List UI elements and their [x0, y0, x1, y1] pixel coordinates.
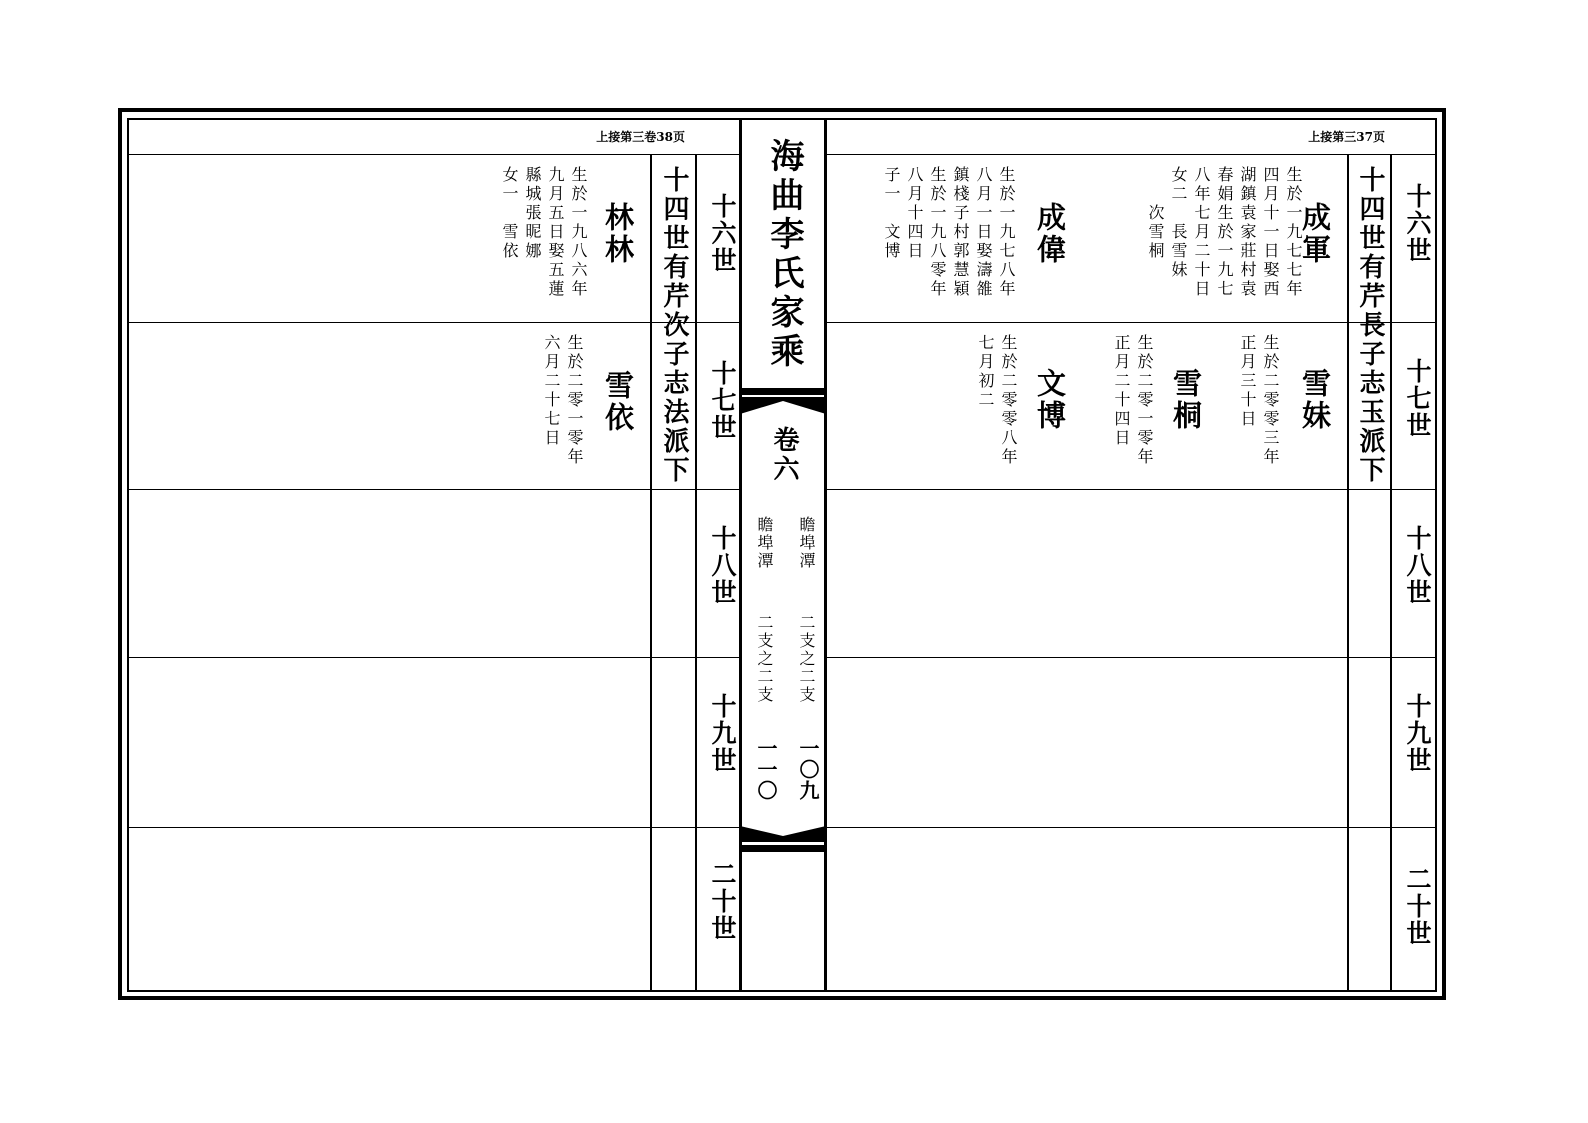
person-bio: 生於二零一零年 六月二十七日 [542, 334, 584, 467]
row-divider [128, 657, 740, 658]
generation-label-right: 十九世 [1403, 693, 1432, 774]
generation-label-right: 二十世 [1403, 866, 1432, 947]
generation-label-right: 十八世 [1403, 525, 1432, 606]
person-bio: 生於一九七八年 八月一日娶濤雒 鎮棧子村郭慧穎 生於一九八零年 八月十四日 子一 文博 [882, 166, 1016, 299]
spine-left-page: 一一〇 [754, 738, 778, 801]
person-bio: 生於一九八六年 九月五日娶五蓮 縣城張昵娜 女一 雪依 [500, 166, 588, 299]
column-divider [650, 155, 652, 992]
person-name: 林林 [601, 202, 635, 266]
spine-border-right [824, 118, 827, 992]
spine-left-place: 瞻埠潭 [755, 516, 774, 570]
header-divider-left [128, 154, 740, 155]
generation-label-right: 十六世 [1403, 183, 1432, 264]
row-divider [826, 657, 1436, 658]
person-bio: 生於二零零八年 七月初二 [976, 334, 1018, 467]
row-divider [128, 322, 740, 323]
person-bio: 生於二零一零年 正月二十四日 [1112, 334, 1154, 467]
spine-left-branch: 二支之二支 [755, 614, 774, 704]
left-header-ref: 上接第三卷38页 [596, 130, 685, 144]
right-header-ref: 上接第三37页 [1308, 130, 1385, 144]
generation-label-left: 十六世 [708, 193, 737, 274]
generation-label-left: 十九世 [708, 693, 737, 774]
row-divider [826, 489, 1436, 490]
spine-ornament-bottom [740, 818, 826, 852]
column-divider [1390, 155, 1392, 992]
right-branch-label: 十四世有芹長子志玉派下 [1355, 166, 1385, 485]
person-name: 雪桐 [1169, 368, 1203, 432]
person-bio: 生於一九七七年 四月十一日娶西 湖鎮袁家莊村袁 春娟生於一九七 八年七月二十日 女二 長雪妹 次雪桐 [1146, 166, 1303, 299]
column-divider [695, 155, 697, 992]
volume-label: 卷六 [769, 426, 799, 484]
person-name: 成軍 [1298, 202, 1332, 266]
spine-ornament-top [740, 388, 826, 422]
person-name: 雪依 [601, 370, 635, 434]
genealogy-title: 海曲李氏家乘 [764, 138, 804, 372]
generation-label-left: 十七世 [708, 360, 737, 441]
generation-label-left: 十八世 [708, 525, 737, 606]
row-divider [826, 827, 1436, 828]
column-divider [1347, 155, 1349, 992]
person-name: 成偉 [1033, 202, 1067, 266]
spine-right-branch: 二支之二支 [797, 614, 816, 704]
person-name: 雪妹 [1298, 368, 1332, 432]
row-divider [128, 489, 740, 490]
generation-label-right: 十七世 [1403, 358, 1432, 439]
person-name: 文博 [1033, 368, 1067, 432]
person-bio: 生於二零零三年 正月三十日 [1238, 334, 1280, 467]
header-divider-right [826, 154, 1436, 155]
generation-label-left: 二十世 [708, 861, 737, 942]
row-divider [826, 322, 1436, 323]
row-divider [128, 827, 740, 828]
spine-right-place: 瞻埠潭 [797, 516, 816, 570]
spine-right-page: 一〇九 [796, 738, 820, 801]
left-branch-label: 十四世有芹次子志法派下 [659, 166, 689, 485]
